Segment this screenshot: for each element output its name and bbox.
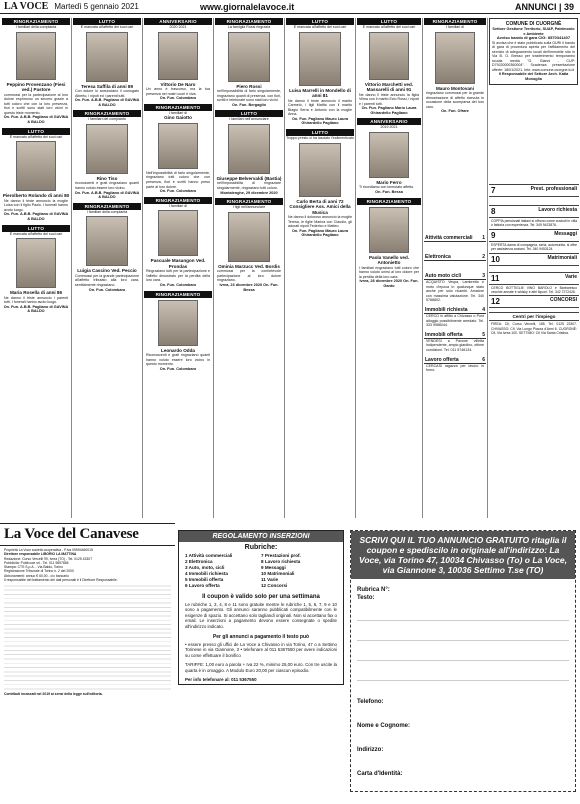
address-field[interactable]: Indirizzo: — [357, 747, 384, 753]
portrait-photo — [228, 212, 270, 262]
obituary-column-3: ANNIVERSARIO 2020 2021 Vittorio De Naro Un anno è trascorso, ma la tua presenza nei nostri cuori è viva. On. Fun. Colombaro RINGRAZIAMENTO I familiari di Gino Gaiotto Nell'impossibilità di farlo singolarmente, ringraziano tutti coloro che con presenza, fiori e scritti hanno preso parte al loro dolore. On. Fun. Colombaro RINGRAZIAMENTO I familiari di Pascuale Masangon Ved. Prondas Ringraziano tutti per la partecipazione e l'affetto dimostrato per la perdita della loro cara. On. Fun. Colombaro RINGRAZIAMENTO Leonardo Odda Riconoscenti e grati ringraziano quanti hanno voluto essere loro vicino in questo momento. On. Fun. Colombaro — [146, 19, 210, 371]
classified-left-block: Attività commerciali 1 Elettronica 2 Auto moto cicli 3 ACQUISTO Vespa, Lambretta e moto d'epoca in qualunque stato anche per solo ricambi. Amatore con massima valutazione. Tel. 340 5788802. Immobili richiesta 4 CERCO in affitto a Chivasso o Pont alloggio possibilmente arredato. Tel. 333 9986044. Immobili offerta 5 VENDESI a Pavone villetta indipendente, ampio giardino, ottime condizioni. Tel. 011 5746134. Lavoro offerta 6 CERCASI ragazza per lavoro in forno. — [425, 235, 485, 373]
portrait-photo — [158, 210, 198, 256]
phone-field[interactable]: Telefono: — [357, 699, 384, 705]
masthead-fine-print — [4, 582, 171, 692]
category-header: 7 Prest. professionali — [491, 186, 577, 195]
rules-box: REGOLAMENTO INSERZIONI Rubriche: 1 Attività commerciali 7 Prestazioni prof. 2 Elettronica 8 Lavoro richiesta 3 Auto, moto, cicli 9 Messaggi 4 Immobili richiesta 10 Matrimoniali 5 Immobili offerta 11 Varie 6 Lavoro offerta 12 Concorsi Il coupon è valido solo per una settimana Le rubriche 1, 3, 4, 8 e 11 sono gratuite mentre le rubriche 1, 5, 6, 7, 9 e 10 sono a pagamento. Gli annunci saranno pubblicati compatibilmente con le esigenze di spazio. Si accettano solo tagliandi originali. Non si accettano fax o email. Le inserzioni a pagamento devono essere consegnate o spedite all'indirizzo indicato. Per gli annunci a pagamento il testo può • essere presso gli uffici de La Voce a Chivasso in via Torino, 47 o a Settimo Torinese in via Giannone, 3 • telefonare al 011 5367550 per avere indicazioni su come effettuare il bonifico TARIFFE: 1,00 euro a parola + Iva 22 %, minimo 25,00 euro. Con tre uscite la quarta è in omaggio. A Modulo Euro 20,00 per ciascun episodio. Per info telefonare al: 011 5367550 — [178, 530, 344, 685]
paper-title: LA VOCE — [4, 1, 49, 12]
text-field[interactable] — [357, 601, 569, 621]
portrait-photo — [86, 124, 128, 174]
obituary-column-7: RINGRAZIAMENTO I familiari di Mauro Montovani ringraziano commossi per la grande dimostrazione di affetto ricevuta in occasione della scomparsa del loro caro. On. Fun. Ofrare — [426, 19, 484, 114]
site-link[interactable]: www.giornalelavoce.it — [200, 1, 295, 12]
portrait-photo — [228, 32, 270, 82]
rubric-number-field[interactable]: Rubrica N°: — [357, 587, 390, 593]
deceased-name: Peppino Provenzano (Fiesi ved.) Pastore — [6, 81, 66, 92]
coupon-title: SCRIVI QUI IL TUO ANNUNCIO GRATUITO ritaglia il coupon e spediscilo in originale all'indirizzo: La Voce, via Torino 47, 10034 Chivasso (To) o La Voce, via Giannone 3, 10036 Settimo T.se (TO) — [351, 531, 575, 579]
portrait-photo — [158, 300, 198, 346]
id-card-field[interactable]: Carta d'Identità: — [357, 771, 403, 777]
text-field-label: Testo: — [357, 595, 375, 601]
obituary-column-5: LUTTO È mancata all'affetto dei suoi cari Luisa Marrelli in Mondello di anni 81 Ne danno il triste annuncio il marito Carmelo, i figli Mattia con il marito Biagio Serra e Antonio con la moglie Anna. On. Fun. Pagliano Mauro Laura Ghirardello Pagliano LUTTO Troppo presto ci ha lasciato l'indimenticato Carlo Berta di anni 72 Consigliere Ass. Amici della Musica Ne danno il doloroso annuncio la moglie Teresa, le figlie Marina con Claudio, gli adorati nipoti Federico e Matteo. On. Fun. Pagliano Mauro Laura Ghirardello Pagliano — [286, 19, 354, 238]
rubric-list: 1 Attività commerciali 7 Prestazioni prof. 2 Elettronica 8 Lavoro richiesta 3 Auto, moto, cicli 9 Messaggi 4 Immobili richiesta 10 Matrimoniali 5 Immobili offerta 11 Varie 6 Lavoro offerta 12 Concorsi — [185, 553, 301, 588]
obituary-column-1: RINGRAZIAMENTO I familiari della compianta Peppino Provenzano (Fiesi ved.) Pastore commossi per la partecipazione al loro dolore esprimono un sincero grazie a tutti coloro che con la loro presenza, fiori e scritti sono stati loro vicini in questo triste momento. On. Fun. A.B.B. Pagliano di GAVINA & BALDO LUTTO È mancato all'affetto dei suoi cari Pierolberto Rolando di anni 80 Ne danno il triste annuncio la moglie Luisa con il figlio Paolo. I funerali hanno avuto luogo. On. Fun. A.B.B. Pagliano di GAVINA & BALDO LUTTO È mancata all'affetto dei suoi cari Maria Rosella di anni 86 Ne danno il triste annuncio i parenti tutti. I funerali hanno avuto luogo. On. Fun. A.B.B. Pagliano di GAVINA & BALDO — [2, 19, 70, 314]
portrait-photo — [16, 238, 56, 288]
portrait-photo — [369, 132, 409, 178]
portrait-photo — [299, 32, 341, 86]
page-header — [0, 0, 580, 14]
portrait-photo — [369, 32, 409, 80]
issue-date: Martedì 5 gennaio 2021 — [54, 2, 139, 11]
portrait-photo — [158, 123, 198, 169]
portrait-photo — [86, 216, 128, 266]
public-notice-box: COMUNE DI CUORGNÈ Settore Gestione Territorio, SUAP, Patrimonio e Ambiente Avviso bando di gara CIG: 8570341407 Si avvisa che è stato pubblicato sulla GURI il bando di gara di procedura aperta per l'affidamento del servizio di adeguamento locali dell'immobile sito in Via B. O. Bresso per trasferimento temporaneo scuola media "G. Gianni - CUP: D79J20000360004". Scadenza presentazione offerte: 18/01/2021. Info: www.comune.cuorgne.to.it Il Responsabile del Settore Arch. Katia Monoglia — [489, 18, 578, 85]
classified-right-block: 7 Prest. professionali 8 Lavoro richiesta COPPIA pensionati italiani si offrono come custodi in villa o fattoria con esperienza. Tel. 349 9423876. 9 Messaggi ESPERTA dama di compagnia, seria, automunita, si offre per assistenza anziani. Tel. 340 9453124. 10 Matrimoniali 11 Varie CERCO BOTTIGLIE VINO BAROLO e Barbaresco vecchie annate e whisky e altri liquori. Tel. 342 7272426. 12 CONCORSI Centri per l'impiego FIREA: Cfi, Corso Vercelli, 185. Tel. 0125 23307. CHIVASSO: Cfi, Via Lungo Piazza d'Armi 6. CUORGNÈ: Cfi, Via Ivrea 100. SETTIMO: Cfi Via Santa Cristina. — [491, 186, 577, 336]
portrait-photo — [158, 32, 198, 80]
obituary-column-2: LUTTO È mancata all'affetto dei suoi cari Teresa Saffila di anni 89 Con dolore lo annunciano il coniugato Alberto, i nipoti ed i parenti tutti. On. Fun. A.B.B. Pagliano di GAVINA & BALDO RINGRAZIAMENTO I familiari del compianto Rino Tiso riconoscenti e grati ringraziano quanti hanno voluto essere loro vicino. On. Fun. A.B.B. Pagliano di GAVINA & BALDO RINGRAZIAMENTO I familiari della compianta Luigia Cascino Ved. Peccio Commossi per la grande partecipazione all'affetto tributato alla loro cara, sentitamente ringraziano. On. Fun. Colombaro — [74, 19, 140, 292]
portrait-photo — [86, 32, 128, 82]
portrait-photo — [228, 124, 270, 174]
portrait-photo — [369, 207, 409, 253]
obituary-column-6: LUTTO È mancato all'affetto dei suoi cari Vittorio Marchetti ved. Massarelli di anni 91 Ne danno il triste annuncio la figlia Vilma con il marito Ezio Rossi, i nipoti e i parenti tutti. On. Fun. Pagliano Mario Laura Ghirardello Pagliano ANNIVERSARIO 2019 2021 Mario Ferro Ti ricordiamo con immutato affetto. On. Fun. Bessa RINGRAZIAMENTO Paola Vanello ved. Antonietto I familiari ringraziano tutti coloro che hanno voluto unirsi al loro dolore per la perdita della loro cara. Ivrea, 28 dicembre 2020 On. Fun. Gardo — [359, 19, 419, 289]
notice-tag: RINGRAZIAMENTO — [2, 18, 70, 25]
free-ad-coupon — [350, 530, 576, 792]
portrait-photo — [16, 141, 56, 191]
section-page: ANNUNCI | 39 — [514, 1, 574, 12]
portrait-photo — [16, 32, 56, 80]
masthead-title: La Voce del Canavese — [0, 523, 175, 546]
portrait-photo — [299, 143, 341, 197]
obituary-column-4: RINGRAZIAMENTO La famiglia Rossi ringrazia Piero Rossi nell'impossibilità di farlo singolarmente, ringraziano quanti di presenza, con fiori, scritti e telefonate sono stati loro vicini. On. Fun. Bergaglio LUTTO I familiari nell'annunciare Giuseppe Belvervaldi (Bastia) nell'impossibilità di ringraziare singolarmente, ringraziano tutti coloro. Montalenghe, 29 dicembre 2020 RINGRAZIAMENTO I figli nell'annunciare Ominia Marzucc Ved. Bordis commossi per la confortevole partecipazione al loro dolore ringraziano. Ivrea, 23 dicembre 2020 On. Fun. Bessa — [216, 19, 282, 292]
portrait-photo — [435, 32, 475, 84]
rules-title: REGOLAMENTO INSERZIONI — [179, 531, 343, 542]
name-field[interactable]: Nome e Cognome: — [357, 723, 411, 729]
masthead: La Voce del Canavese Proprietà La Voce società cooperativa - P.iva 09594460015 Direttore responsabile LIBORIO LA MATTINA Redazione: Corso Vercelli 99, Ivrea (TO) - Tel. 0125 43307 Pubblicità: Publivoce srl - Tel. 011 9857856 Stampa: CTS S.p.A. - Via Baldo, Torino Registrazione Tribunale di Torino n. 2 del 2000 Abbonamenti: annuo € 60,00 - c/c bancario Il responsabile del trattamento dei dati personali è il Direttore Responsabile. Contributi incassati nel 2019 ai sensi della legge sull'editoria. — [0, 523, 175, 699]
